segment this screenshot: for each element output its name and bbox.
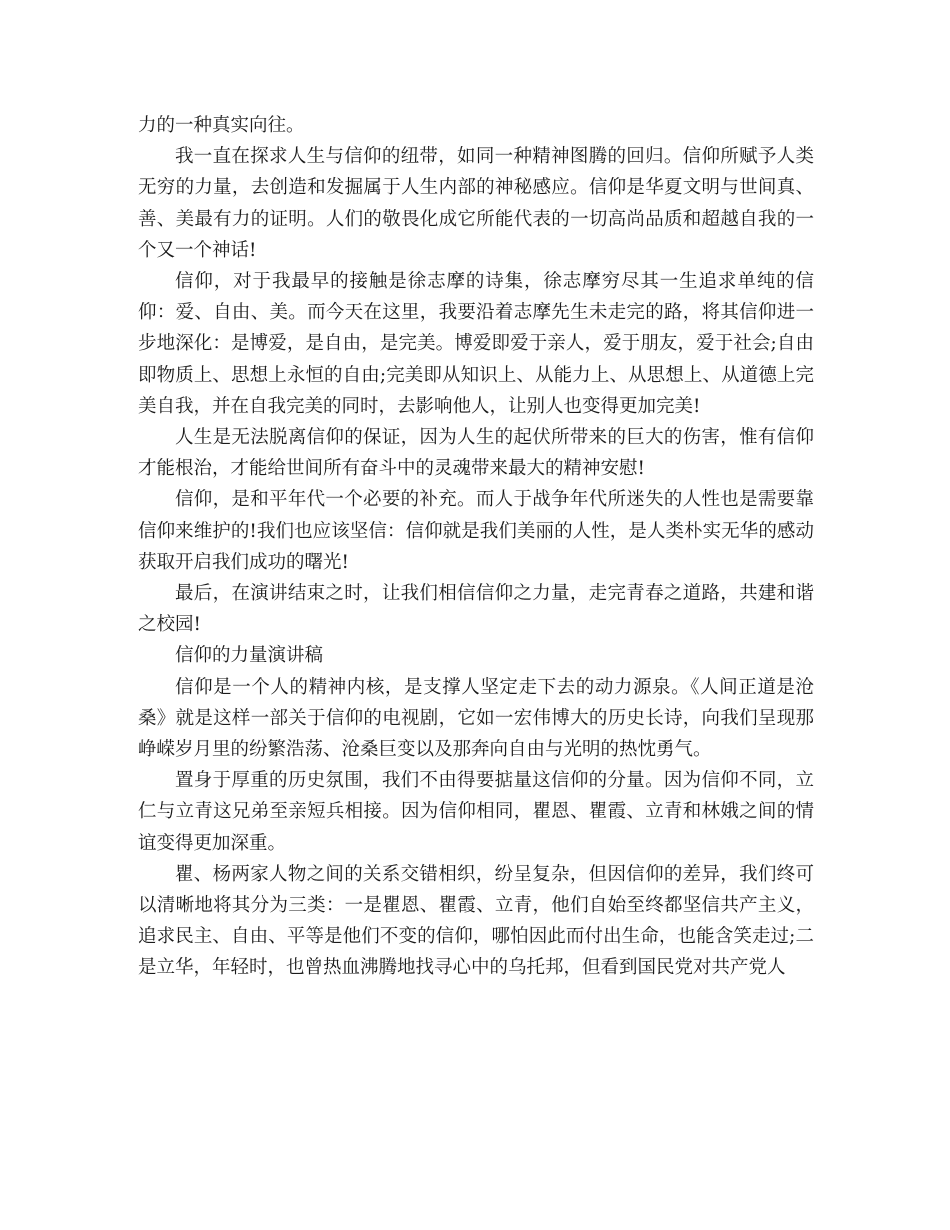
paragraph-4: 人生是无法脱离信仰的保证，因为人生的起伏所带来的巨大的伤害，惟有信仰才能根治，才能给世间所有奋斗中的灵魂带来最大的精神安慰! [138,427,814,480]
document-page [138,110,814,984]
paragraph-9: 置身于厚重的历史氛围，我们不由得要掂量这信仰的分量。因为信仰不同，立仁与立青这兄弟至亲短兵相接。因为信仰相同，瞿恩、瞿霞、立青和林娥之间的情谊变得更加深重。 [138,770,814,854]
paragraph-2: 我一直在探求人生与信仰的纽带，如同一种精神图腾的回归。信仰所赋予人类无穷的力量，去创造和发掘属于人生内部的神秘感应。信仰是华夏文明与世间真、善、美最有力的证明。人们的敬畏化成它所能代表的一切高尚品质和超越自我的一个又一个神话! [138,146,814,261]
paragraph-8: 信仰是一个人的精神内核，是支撑人坚定走下去的动力源泉。《人间正道是沧桑》就是这样一部关于信仰的电视剧，它如一宏伟博大的历史长诗，向我们呈现那峥嵘岁月里的纷繁浩荡、沧桑巨变以及那奔向自由与光明的热忱勇气。 [138,676,814,761]
paragraph-6: 最后，在演讲结束之时，让我们相信信仰之力量，走完青春之道路，共建和谐之校园! [138,583,814,636]
paragraph-3: 信仰，对于我最早的接触是徐志摩的诗集，徐志摩穷尽其一生追求单纯的信仰：爱、自由、美。而今天在这里，我要沿着志摩先生未走完的路，将其信仰进一步地深化：是博爱，是自由，是完美。博爱即爱于亲人，爱于朋友，爱于社会;自由即物质上、思想上永恒的自由;完美即从知识上、从能力上、从思想上、从道德上完美自我，并在自我完美的同时，去影响他人，让别人也变得更加完美! [138,271,814,417]
section-title: 信仰的力量演讲稿 [175,645,324,667]
paragraph-10: 瞿、杨两家人物之间的关系交错相织，纷呈复杂，但因信仰的差异，我们终可以清晰地将其分为三类：一是瞿恩、瞿霞、立青，他们自始至终都坚信共产主义，追求民主、自由、平等是他们不变的信仰，哪怕因此而付出生命，也能含笑走过;二是立华，年轻时，也曾热血沸腾地找寻心中的乌托邦，但看到国民党对共产党人 [138,863,814,979]
paragraph-1: 力的一种真实向往。 [138,115,305,136]
paragraph-5: 信仰，是和平年代一个必要的补充。而人于战争年代所迷失的人性也是需要靠信仰来维护的!我们也应该坚信：信仰就是我们美丽的人性，是人类朴实无华的感动获取开启我们成功的曙光! [138,489,814,573]
